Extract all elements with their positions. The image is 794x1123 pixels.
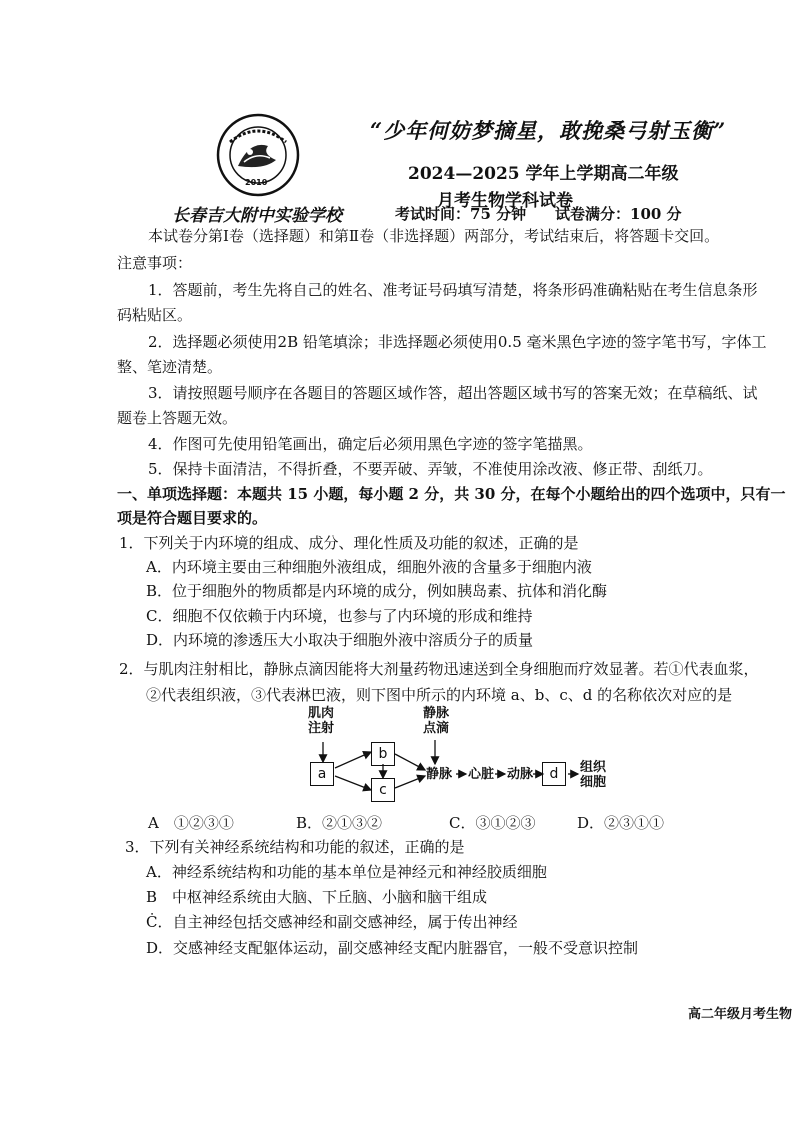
q1-option-c: C．细胞不仅依赖于内环境，也参与了内环境的形成和维持 <box>146 607 533 625</box>
q3-option-a: A．神经系统结构和功能的基本单位是神经元和神经胶质细胞 <box>146 863 547 881</box>
full-score: 试卷满分：100 分 <box>555 205 682 223</box>
iv-drip-label: 静脉 点滴 <box>423 706 450 736</box>
vein-label: 静脉 <box>426 767 453 782</box>
school-name: 长春吉大附中实验学校 <box>172 206 342 226</box>
artery-label: 动脉 <box>507 767 534 782</box>
q2-option-a: A ①②③① <box>148 814 234 832</box>
instruction-item: 5．保持卡面清洁，不得折叠，不要弄破、弄皱，不准使用涂改液、修正带、刮纸刀。 <box>148 460 713 478</box>
q1-option-d: D．内环境的渗透压大小取决于细胞外液中溶质分子的质量 <box>146 631 534 649</box>
q2-stem-cont: ②代表组织液，③代表淋巴液，则下图中所示的内环境 a、b、c、d 的名称依次对应的是 <box>146 686 733 704</box>
exam-time: 考试时间：75 分钟 <box>395 205 527 223</box>
box-d: d <box>542 762 566 786</box>
q3-option-c: Ċ．自主神经包括交感神经和副交感神经，属于传出神经 <box>146 913 518 931</box>
instruction-item: 题卷上答题无效。 <box>117 409 238 427</box>
box-c: c <box>371 778 395 802</box>
section1-heading: 一、单项选择题：本题共 15 小题，每小题 2 分，共 30 分，在每个小题给出的四个选项中，只有一 <box>117 485 786 503</box>
q2-option-c: C．③①②③ <box>449 814 536 832</box>
exam-title-line2: 月考生物学科试卷 <box>437 191 573 211</box>
heart-label: 心脏 <box>468 767 495 782</box>
box-b: b <box>371 742 395 766</box>
q3-option-b: B 中枢神经系统由大脑、下丘脑、小脑和脑干组成 <box>146 888 488 906</box>
instruction-item: 2．选择题必须使用2B 铅笔填涂；非选择题必须使用0.5 毫米黑色字迹的签字笔书写，字体工 <box>148 333 767 351</box>
school-logo <box>210 112 306 198</box>
q3-option-d: D．交感神经支配躯体运动，副交感神经支配内脏器官，一般不受意识控制 <box>146 939 639 957</box>
q1-option-b: B．位于细胞外的物质都是内环境的成分，例如胰岛素、抗体和消化酶 <box>146 582 608 600</box>
instructions-intro: 本试卷分第Ⅰ卷（选择题）和第Ⅱ卷（非选择题）两部分，考试结束后，将答题卡交回。 <box>148 227 720 245</box>
instruction-item: 4．作图可先使用铅笔画出，确定后必须用黑色字迹的签字笔描黑。 <box>148 435 593 453</box>
muscle-injection-label: 肌肉 注射 <box>308 706 335 736</box>
q1-stem: 1．下列关于内环境的组成、成分、理化性质及功能的叙述，正确的是 <box>119 534 579 552</box>
instruction-item: 整、笔迹清楚。 <box>117 358 223 376</box>
box-a: a <box>310 762 334 786</box>
slogan: “少年何妨梦摘星，敢挽桑弓射玉衡” <box>370 118 727 143</box>
instruction-item: 1．答题前，考生先将自己的姓名、准考证号码填写清楚，将条形码准确粘贴在考生信息条形 <box>148 281 758 299</box>
q2-stem: 2．与肌肉注射相比，静脉点滴因能将大剂量药物迅速送到全身细胞而疗效显著。若①代表血浆， <box>119 660 759 678</box>
tissue-cell-label: 组织 细胞 <box>580 760 607 790</box>
q1-option-a: A．内环境主要由三种细胞外液组成，细胞外液的含量多于细胞内液 <box>146 558 592 576</box>
instructions-heading: 注意事项： <box>117 254 193 272</box>
q2-option-d: D．②③①① <box>577 814 665 832</box>
page-footer: 高二年级月考生物 <box>688 1007 793 1022</box>
instruction-item: 3．请按照题号顺序在各题目的答题区域作答，超出答题区域书写的答案无效；在草稿纸、试 <box>148 384 758 402</box>
section1-heading-cont: 项是符合题目要求的。 <box>117 509 268 527</box>
q2-option-b: B．②①③② <box>296 814 383 832</box>
logo-year: 2010 <box>245 178 268 187</box>
instruction-item: 码粘贴区。 <box>117 306 193 324</box>
q3-stem: 3．下列有关神经系统结构和功能的叙述，正确的是 <box>125 838 465 856</box>
exam-title-line1: 2024—2025 学年上学期高二年级 <box>408 164 679 184</box>
